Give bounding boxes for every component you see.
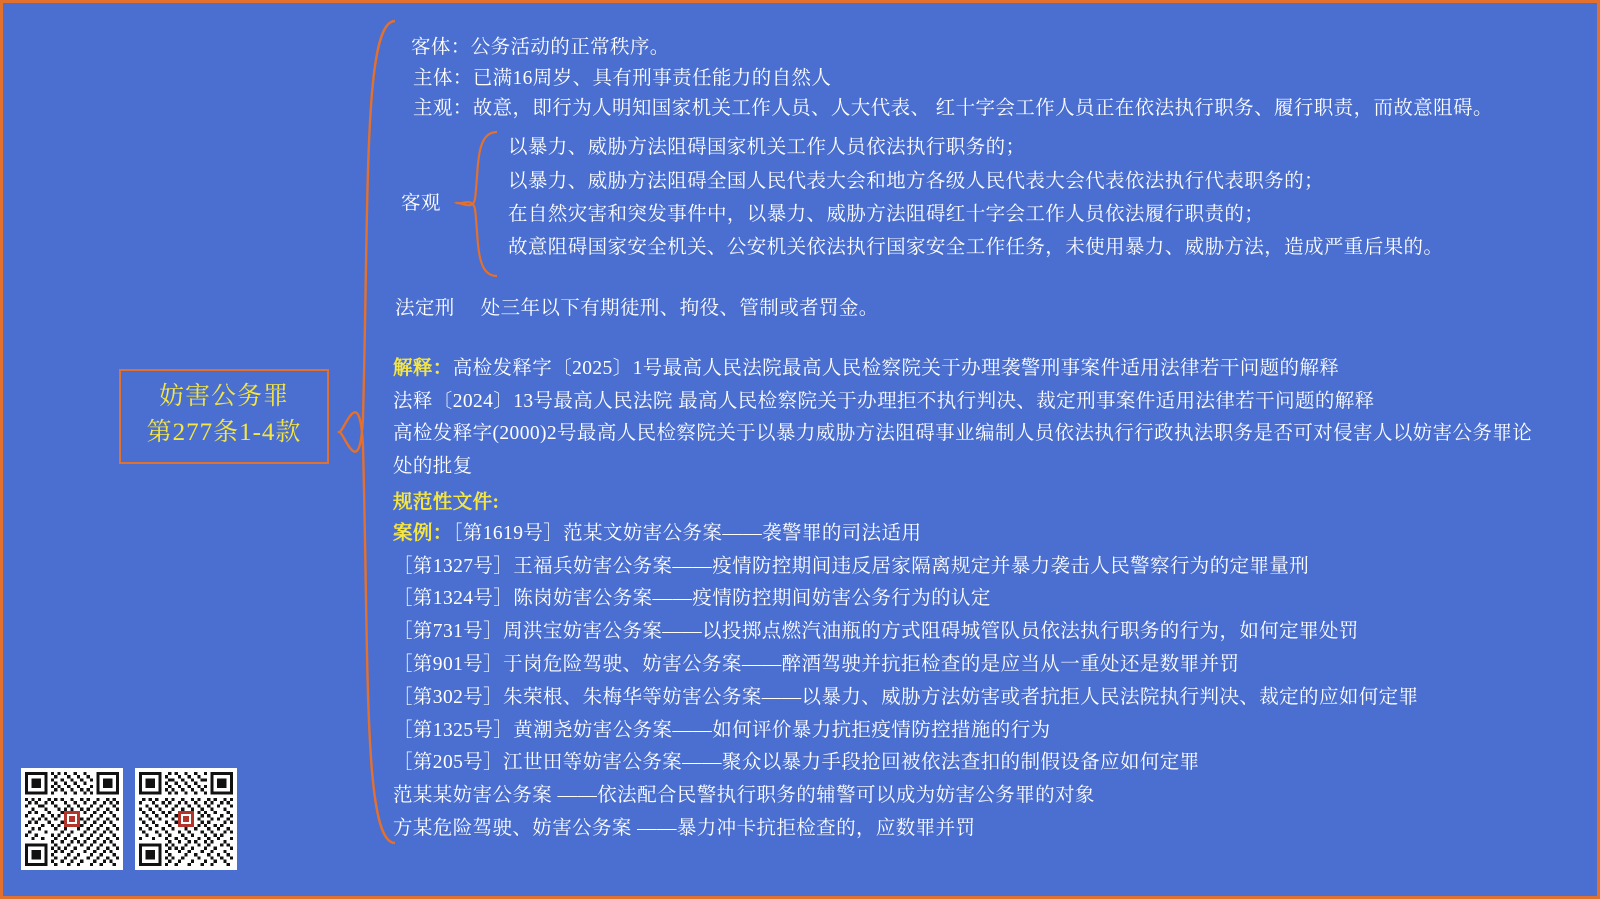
- attribute-label: 主体：: [413, 68, 473, 89]
- root-node-title: 妨害公务罪: [158, 383, 289, 410]
- qr-code-icon[interactable]: [135, 768, 237, 870]
- attribute-row-subject: [413, 66, 831, 91]
- attribute-text: 公务活动的正常秩序。: [470, 37, 670, 58]
- statutory-penalty-row: [395, 296, 879, 321]
- objective-item: 故意阻碍国家安全机关、公安机关依法执行国家安全工作任务，未使用暴力、威胁方法，造成严重后果的。: [508, 237, 1444, 258]
- root-node-article: 第277条1-4款: [146, 419, 302, 447]
- case-row: 范某某妨害公务案 ——依法配合民警执行职务的辅警可以成为妨害公务罪的对象: [393, 785, 1095, 806]
- objective-label: 客观: [401, 193, 441, 214]
- case-row: ［第1325号］黄潮尧妨害公务案——如何评价暴力抗拒疫情防控措施的行为: [393, 720, 1051, 741]
- interpretation-row-1: [393, 356, 1339, 381]
- objective-item: 在自然灾害和突发事件中，以暴力、威胁方法阻碍红十字会工作人员依法履行职责的；: [508, 204, 1265, 225]
- interpretation-row-3: 高检发释字(2000)2号最高人民检察院关于以暴力威胁方法阻碍事业编制人员依法执行行政执法职务是否可对侵害人以妨害公务罪论: [393, 423, 1533, 444]
- attribute-text: 已满16周岁、具有刑事责任能力的自然人: [472, 68, 832, 89]
- qr-code-2-graphic: [139, 772, 233, 866]
- objective-item: 以暴力、威胁方法阻碍全国人民代表大会和地方各级人民代表大会代表依法执行代表职务的；: [508, 171, 1324, 192]
- objective-item: 以暴力、威胁方法阻碍国家机关工作人员依法执行职务的；: [508, 137, 1026, 158]
- attribute-text: 故意，即行为人明知国家机关工作人员、人大代表、 红十字会工作人员正在依法执行职务、履行职责，而故意阻碍。: [472, 98, 1493, 119]
- statutory-penalty-label: 法定刑: [395, 298, 455, 319]
- attribute-label: 主观：: [413, 98, 473, 119]
- qr-code-icon[interactable]: [21, 768, 123, 870]
- attribute-label: 客体：: [411, 37, 471, 58]
- attribute-row-subjective: [413, 96, 1493, 121]
- case-row: ［第1324号］陈岗妨害公务案——疫情防控期间妨害公务行为的认定: [393, 588, 991, 609]
- case-row: ［第731号］周洪宝妨害公务案——以投掷点燃汽油瓶的方式阻碍城管队员依法执行职务的行为，如何定罪处罚: [393, 621, 1359, 642]
- case-row: [393, 521, 921, 546]
- case-text: ［第1619号］范某文妨害公务案——袭警罪的司法适用: [452, 523, 922, 544]
- interpretation-label: 解释：: [393, 358, 453, 379]
- interpretation-text: 高检发释字〔2025〕1号最高人民法院最高人民检察院关于办理袭警刑事案件适用法律若干问题的解释: [452, 358, 1340, 379]
- case-row: 方某危险驾驶、妨害公务案 ——暴力冲卡抗拒检查的，应数罪并罚: [393, 818, 976, 839]
- case-row: ［第901号］于岗危险驾驶、妨害公务案——醉酒驾驶并抗拒检查的是应当从一重处还是数罪并罚: [393, 654, 1240, 675]
- interpretation-row-4: 处的批复: [393, 456, 473, 477]
- cases-label: 案例：: [393, 523, 453, 544]
- statutory-penalty-text: 处三年以下有期徒刑、拘役、管制或者罚金。: [480, 298, 879, 319]
- case-row: ［第1327号］王福兵妨害公务案——疫情防控期间违反居家隔离规定并暴力袭击人民警察行为的定罪量刑: [393, 556, 1310, 577]
- interpretation-row-2: 法释〔2024〕13号最高人民法院 最高人民检察院关于办理拒不执行判决、裁定刑事案件适用法律若干问题的解释: [393, 391, 1375, 412]
- case-row: ［第205号］江世田等妨害公务案——聚众以暴力手段抢回被依法查扣的制假设备应如何定罪: [393, 752, 1200, 773]
- qr-code-1-graphic: [25, 772, 119, 866]
- normative-documents-label: 规范性文件:: [393, 492, 500, 513]
- root-node[interactable]: [119, 369, 329, 464]
- objective-brace-icon: [453, 129, 503, 279]
- attribute-row-object: [411, 35, 670, 60]
- case-row: ［第302号］朱荣根、朱梅华等妨害公务案——以暴力、威胁方法妨害或者抗拒人民法院执行判决、裁定的应如何定罪: [393, 687, 1419, 708]
